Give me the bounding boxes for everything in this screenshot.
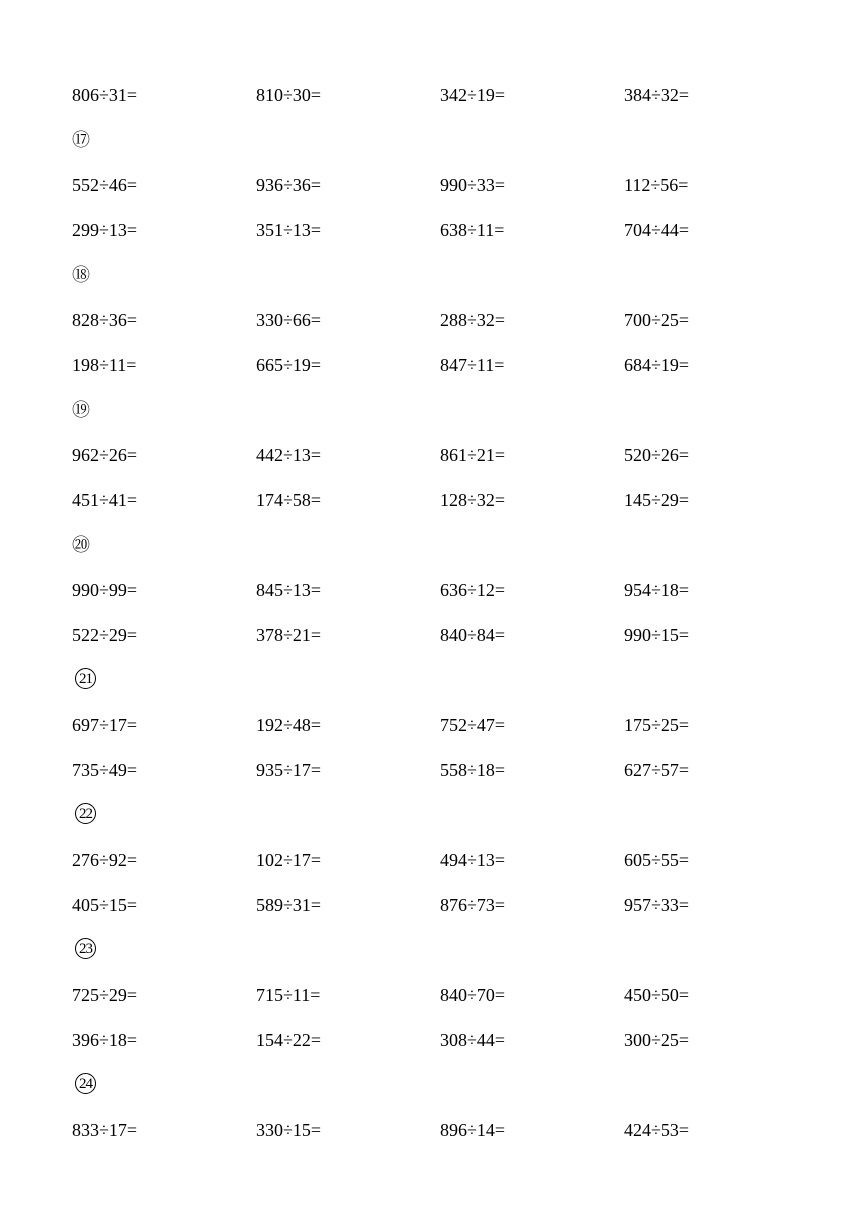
division-problem: 384÷32= — [624, 85, 690, 105]
division-problem: 300÷25= — [624, 1030, 690, 1050]
division-problem: 725÷29= — [72, 985, 138, 1005]
division-problem: 665÷19= — [256, 355, 322, 375]
division-problem: 198÷11= — [72, 355, 137, 375]
division-problem: 936÷36= — [256, 175, 322, 195]
division-problem: 704÷44= — [624, 220, 690, 240]
division-problem: 192÷48= — [256, 715, 322, 735]
section-number-label: 22 — [75, 803, 96, 824]
division-problem: 896÷14= — [440, 1120, 506, 1140]
section-label-row — [0, 665, 860, 695]
problem-row — [0, 890, 860, 920]
division-problem: 735÷49= — [72, 760, 138, 780]
division-problem: 828÷36= — [72, 310, 138, 330]
section-number-label: 23 — [75, 938, 96, 959]
problem-row — [0, 1025, 860, 1055]
division-problem: 752÷47= — [440, 715, 506, 735]
division-problem: 174÷58= — [256, 490, 322, 510]
problem-row — [0, 350, 860, 380]
division-problem: 840÷84= — [440, 625, 506, 645]
division-problem: 990÷33= — [440, 175, 506, 195]
section-label-row — [0, 800, 860, 830]
section-label-row — [0, 935, 860, 965]
division-problem: 330÷15= — [256, 1120, 322, 1140]
division-problem: 342÷19= — [440, 85, 506, 105]
problem-row — [0, 755, 860, 785]
division-problem: 552÷46= — [72, 175, 138, 195]
problem-row — [0, 575, 860, 605]
division-problem: 520÷26= — [624, 445, 690, 465]
section-label-row — [0, 125, 860, 155]
division-problem: 102÷17= — [256, 850, 322, 870]
division-problem: 442÷13= — [256, 445, 322, 465]
section-label-row — [0, 1070, 860, 1100]
division-problem: 145÷29= — [624, 490, 690, 510]
division-problem: 806÷31= — [72, 85, 138, 105]
division-problem: 840÷70= — [440, 985, 506, 1005]
problem-row — [0, 215, 860, 245]
division-problem: 876÷73= — [440, 895, 506, 915]
division-problem: 494÷13= — [440, 850, 506, 870]
division-problem: 957÷33= — [624, 895, 690, 915]
division-problem: 847÷11= — [440, 355, 505, 375]
division-problem: 330÷66= — [256, 310, 322, 330]
section-number-label: 21 — [75, 668, 96, 689]
division-problem: 954÷18= — [624, 580, 690, 600]
problem-row — [0, 620, 860, 650]
division-problem: 589÷31= — [256, 895, 322, 915]
section-label-row — [0, 260, 860, 290]
division-problem: 810÷30= — [256, 85, 322, 105]
division-problem: 288÷32= — [440, 310, 506, 330]
division-problem: 154÷22= — [256, 1030, 322, 1050]
problem-row — [0, 980, 860, 1010]
division-problem: 299÷13= — [72, 220, 138, 240]
division-problem: 605÷55= — [624, 850, 690, 870]
division-problem: 396÷18= — [72, 1030, 138, 1050]
section-number-label: ⑲ — [72, 400, 90, 420]
section-number-label: ⑳ — [72, 535, 90, 555]
section-number-label: 24 — [75, 1073, 96, 1094]
division-problem: 990÷99= — [72, 580, 138, 600]
section-number-label: ⑱ — [72, 265, 90, 285]
section-number-label: ⑰ — [72, 130, 90, 150]
division-problem: 861÷21= — [440, 445, 506, 465]
division-problem: 424÷53= — [624, 1120, 690, 1140]
division-problem: 962÷26= — [72, 445, 138, 465]
division-problem: 378÷21= — [256, 625, 322, 645]
division-problem: 112÷56= — [624, 175, 689, 195]
division-problem: 128÷32= — [440, 490, 506, 510]
division-problem: 697÷17= — [72, 715, 138, 735]
division-problem: 636÷12= — [440, 580, 506, 600]
division-problem: 405÷15= — [72, 895, 138, 915]
division-problem: 450÷50= — [624, 985, 690, 1005]
problem-row — [0, 710, 860, 740]
division-problem: 684÷19= — [624, 355, 690, 375]
division-problem: 175÷25= — [624, 715, 690, 735]
division-problem: 700÷25= — [624, 310, 690, 330]
division-problem: 276÷92= — [72, 850, 138, 870]
problem-row — [0, 170, 860, 200]
problem-row — [0, 845, 860, 875]
division-problem: 308÷44= — [440, 1030, 506, 1050]
division-problem: 558÷18= — [440, 760, 506, 780]
division-problem: 935÷17= — [256, 760, 322, 780]
problem-row — [0, 440, 860, 470]
division-problem: 451÷41= — [72, 490, 138, 510]
problem-row — [0, 305, 860, 335]
problem-row — [0, 80, 860, 110]
division-problem: 522÷29= — [72, 625, 138, 645]
problem-row — [0, 1115, 860, 1145]
division-problem: 638÷11= — [440, 220, 505, 240]
division-problem: 833÷17= — [72, 1120, 138, 1140]
section-label-row — [0, 395, 860, 425]
problem-row — [0, 485, 860, 515]
section-label-row — [0, 530, 860, 560]
division-problem: 715÷11= — [256, 985, 321, 1005]
division-problem: 351÷13= — [256, 220, 322, 240]
division-problem: 845÷13= — [256, 580, 322, 600]
division-problem: 990÷15= — [624, 625, 690, 645]
division-problem: 627÷57= — [624, 760, 690, 780]
